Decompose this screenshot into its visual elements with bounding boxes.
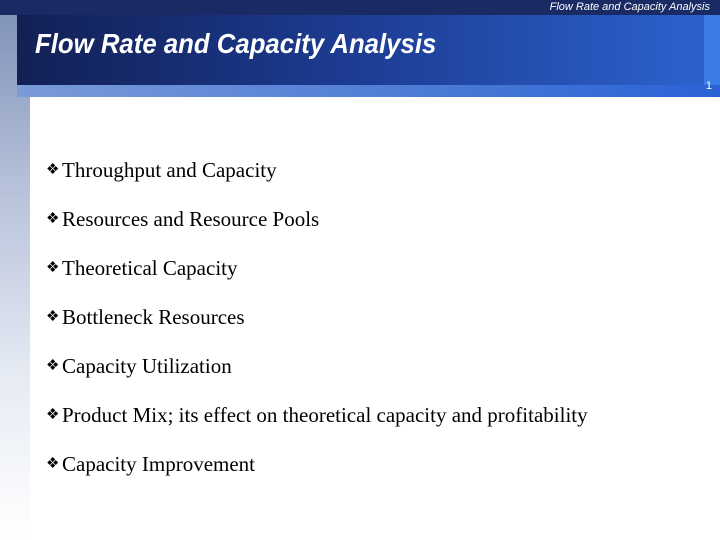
bullet-item: [46, 293, 588, 342]
bullet-item: [46, 195, 588, 244]
bullet-item: [46, 244, 588, 293]
diamond-bullet-icon: ❖: [46, 309, 60, 325]
diamond-bullet-icon: ❖: [46, 407, 60, 423]
slide-number: 1: [705, 80, 712, 92]
diamond-bullet-icon: ❖: [46, 162, 60, 178]
bullet-text: Capacity Utilization: [62, 354, 232, 378]
diamond-bullet-icon: ❖: [46, 211, 60, 227]
bullet-text: Throughput and Capacity: [62, 158, 277, 182]
page-title: Flow Rate and Capacity Analysis: [35, 28, 437, 59]
diamond-bullet-icon: ❖: [46, 456, 60, 472]
bullet-item: [46, 342, 588, 391]
bullet-text: Resources and Resource Pools: [62, 207, 320, 231]
bullet-item: [46, 440, 588, 489]
running-title: Flow Rate and Capacity Analysis: [549, 1, 710, 13]
diamond-bullet-icon: ❖: [46, 260, 60, 276]
bullet-item: [46, 391, 588, 440]
bullet-text: Bottleneck Resources: [62, 305, 245, 329]
title-band-accent: [704, 15, 720, 85]
title-underline: [17, 85, 720, 97]
bullet-text: Theoretical Capacity: [62, 256, 238, 280]
diamond-bullet-icon: ❖: [46, 358, 60, 374]
bullet-text: Capacity Improvement: [62, 452, 256, 476]
bullet-text: Product Mix; its effect on theoretical capacity and profitability: [62, 403, 588, 427]
bullet-list: [46, 146, 588, 489]
bullet-item: [46, 146, 588, 195]
